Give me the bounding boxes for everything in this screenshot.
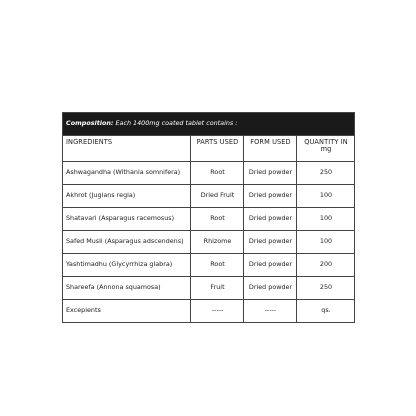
quantity-cell: 200: [297, 254, 355, 277]
table-row: [63, 162, 355, 185]
table-row: [63, 185, 355, 208]
table-row: [63, 277, 355, 300]
ingredient-cell: Shareefa (Annona squamosa): [63, 277, 191, 300]
part-used-cell: Root: [191, 208, 244, 231]
table-header-row: [63, 136, 355, 162]
form-used-cell: -----: [244, 300, 297, 323]
part-used-cell: Dried Fruit: [191, 185, 244, 208]
quantity-cell: 100: [297, 208, 355, 231]
composition-banner-text: Each 1400mg coated tablet contains :: [113, 119, 238, 128]
ingredient-cell: Safed Musli (Asparagus adscendens): [63, 231, 191, 254]
form-used-cell: Dried powder: [244, 254, 297, 277]
part-used-cell: Rhizome: [191, 231, 244, 254]
table-row: [63, 300, 355, 323]
quantity-cell: 250: [297, 162, 355, 185]
table-row: [63, 231, 355, 254]
table-row: [63, 254, 355, 277]
header-form-used: FORM USED: [244, 136, 297, 162]
quantity-cell: qs.: [297, 300, 355, 323]
quantity-cell: 100: [297, 231, 355, 254]
part-used-cell: Root: [191, 162, 244, 185]
form-used-cell: Dried powder: [244, 185, 297, 208]
quantity-cell: 100: [297, 185, 355, 208]
composition-banner-cell: [63, 113, 355, 136]
form-used-cell: Dried powder: [244, 277, 297, 300]
ingredient-cell: Yashtimadhu (Glycyrrhiza glabra): [63, 254, 191, 277]
ingredient-cell: Excepients: [63, 300, 191, 323]
header-ingredients: INGREDIENTS: [63, 136, 191, 162]
quantity-cell: 250: [297, 277, 355, 300]
composition-table: [62, 112, 355, 323]
ingredient-cell: Shatavari (Asparagus racemosus): [63, 208, 191, 231]
form-used-cell: Dried powder: [244, 231, 297, 254]
form-used-cell: Dried powder: [244, 162, 297, 185]
form-used-cell: Dried powder: [244, 208, 297, 231]
composition-banner-label: Composition:: [66, 119, 114, 128]
table-row: [63, 208, 355, 231]
part-used-cell: -----: [191, 300, 244, 323]
ingredient-cell: Ashwagandha (Withania somnifera): [63, 162, 191, 185]
header-parts-used: PARTS USED: [191, 136, 244, 162]
part-used-cell: Root: [191, 254, 244, 277]
header-quantity: QUANTITY IN mg: [297, 136, 355, 162]
composition-banner: [63, 113, 355, 136]
ingredient-cell: Akhrot (Juglans regia): [63, 185, 191, 208]
part-used-cell: Fruit: [191, 277, 244, 300]
